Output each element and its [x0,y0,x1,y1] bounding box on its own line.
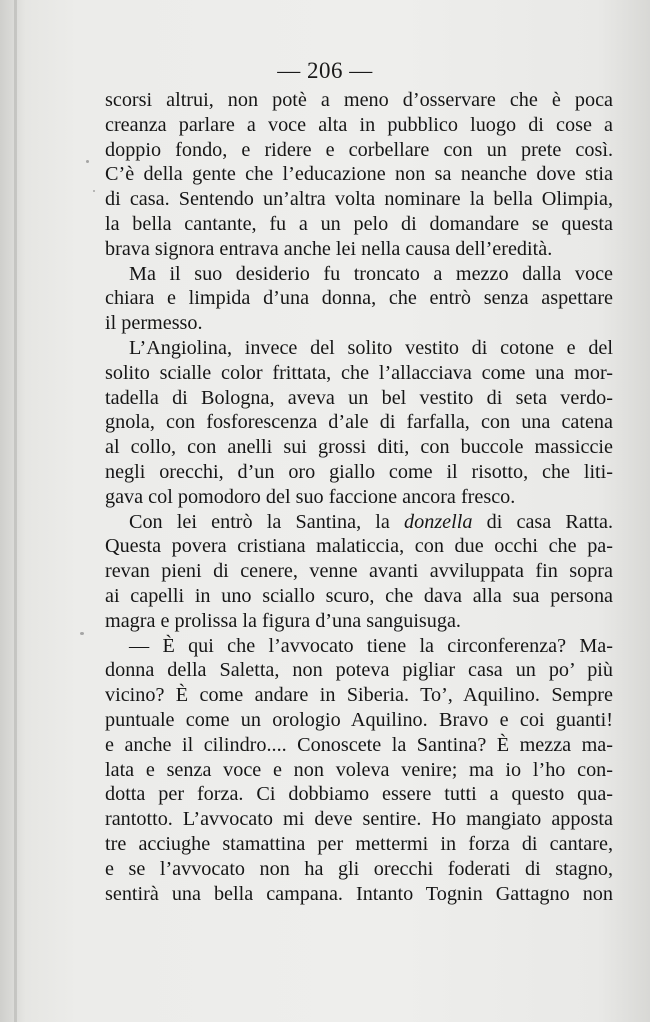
text-line: chiara e limpida d’una donna, che entrò senza aspettare [105,287,613,310]
text-line: solito scialle color frittata, che l’allacciava come una mor- [105,361,613,384]
text-line: dotta per forza. Ci dobbiamo essere tutti a questo qua- [105,783,613,806]
text-line: il permesso. [105,312,203,335]
text-line: revan pieni di cenere, venne avanti avviluppata fin sopra [105,560,613,583]
text-line: vicino? È come andare in Siberia. To’, Aquilino. Sempre [105,684,613,707]
text-line: al collo, con anelli sui grossi diti, con buccole massiccie [105,436,613,459]
text-line: C’è della gente che l’educazione non sa neanche dove stia [105,163,613,186]
text-line: puntuale come un orologio Aquilino. Bravo e coi guanti! [105,708,613,731]
text-segment: di casa Ratta. [486,510,614,533]
text-line: ai capelli in uno sciallo scuro, che dava alla sua persona [105,584,613,607]
scan-speck [80,632,84,635]
italic-word: donzella [404,510,473,533]
text-line: magra e prolissa la figura d’una sanguisuga. [105,609,461,632]
text-line: tre acciughe stamattina per mettermi in forza di cantare, [105,832,613,855]
scan-speck [93,190,95,192]
text-line: — È qui che l’avvocato tiene la circonferenza? Ma- [129,634,613,657]
text-line: tadella di Bologna, aveva un bel vestito di seta verdo- [105,386,613,409]
text-line: doppio fondo, e ridere e corbellare con un prete così. [105,138,613,161]
text-line: e se l’avvocato non ha gli orecchi foderati di stagno, [105,857,613,880]
text-line: e anche il cilindro.... Conoscete la Santina? È mezza ma- [105,733,613,756]
text-line: la bella cantante, fu a un pelo di domandare se questa [105,212,613,235]
text-line-mixed [105,510,613,535]
text-line: Questa povera cristiana malaticcia, con due occhi che pa- [105,535,613,558]
text-line: rantotto. L’avvocato mi deve sentire. Ho mangiato apposta [105,808,613,831]
text-line: creanza parlare a voce alta in pubblico luogo di cose a [105,113,613,136]
text-line: scorsi altrui, non potè a meno d’osservare che è poca [105,89,613,111]
page-number: — 206 — [277,58,373,83]
text-segment: Con lei entrò la Santina, la [129,510,390,533]
text-line: di casa. Sentendo un’altra volta nominare la bella Olimpia, [105,188,613,211]
text-line: lata e senza voce e non voleva venire; ma io l’ho con- [105,758,613,781]
text-line: Ma il suo desiderio fu troncato a mezzo dalla voce [129,262,613,285]
text-line: gava col pomodoro del suo faccione ancora fresco. [105,485,516,508]
text-line: L’Angiolina, invece del solito vestito di cotone e del [129,336,613,359]
text-line: gnola, con fosforescenza d’ale di farfalla, con una catena [105,411,613,434]
page-binding-edge [14,0,17,1022]
text-line: negli orecchi, d’un oro giallo come il risotto, che liti- [105,460,613,483]
scan-speck [86,160,89,163]
body-text [105,88,613,906]
text-line: sentirà una bella campana. Intanto Tognin Gattagno non [105,882,613,905]
text-line: donna della Saletta, non poteva pigliar casa un po’ più [105,659,613,682]
text-line: brava signora entrava anche lei nella causa dell’eredità. [105,237,553,260]
